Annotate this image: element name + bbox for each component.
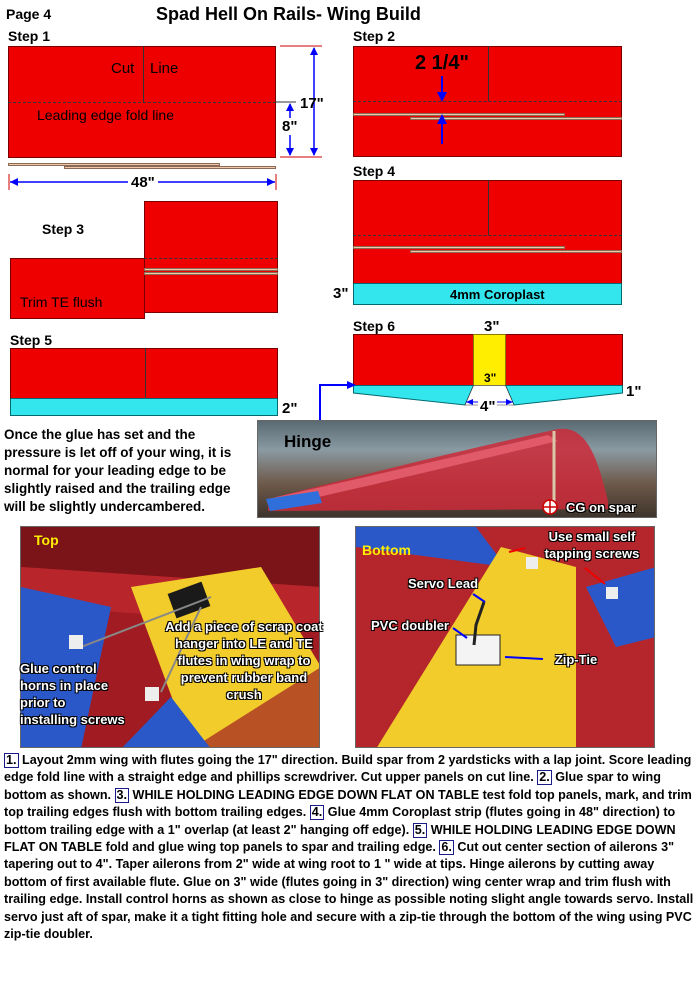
step2-arrows	[435, 76, 449, 146]
step1-label: Step 1	[8, 28, 51, 44]
step1-dim-8: 8"	[282, 118, 298, 135]
instruction-number: 6.	[441, 840, 452, 855]
step2-label: Step 2	[353, 28, 396, 44]
instruction-text: Glue spar to wing bottom as shown.	[4, 770, 661, 802]
step5-dim-2: 2"	[282, 400, 298, 417]
top-photo-label: Top	[34, 532, 59, 548]
instruction-number: 2.	[539, 770, 550, 785]
step5-coroplast-strip	[10, 398, 278, 416]
step6-dim-3-inner: 3"	[484, 371, 497, 385]
servo-lead-callout: Servo Lead	[407, 576, 479, 591]
step5-center-line	[145, 348, 146, 400]
zip-tie-callout: Zip-Tie	[554, 652, 598, 667]
instruction-text: WHILE HOLDING LEADING EDGE DOWN FLAT ON TABLE fold and glue wing top panels to spar and trailing edge.	[4, 822, 676, 855]
step3-spar-a	[144, 268, 278, 271]
step1-cut-text: Cut	[111, 60, 135, 77]
step1-fold-line	[8, 102, 276, 103]
step4-cut-line	[488, 180, 489, 235]
step6-dim-4: 4"	[480, 398, 496, 415]
coat-hanger-callout: Add a piece of scrap coat hanger into LE and TE flutes in wing wrap to prevent rubber band crush	[165, 619, 323, 702]
screws-callout: Use small self tapping screws	[544, 529, 640, 561]
step4-fold-line	[353, 235, 622, 236]
step6-dim-1: 1"	[626, 383, 642, 400]
step1-spar-b	[64, 166, 276, 169]
step4-spar-a	[353, 246, 565, 249]
step4-strip-text: 4mm Coroplast	[450, 287, 545, 302]
bottom-photo-label: Bottom	[362, 542, 411, 558]
step2-spar-a	[353, 113, 565, 116]
instruction-number: 4.	[311, 805, 323, 820]
step5-label: Step 5	[10, 332, 53, 348]
step1-cut-line	[143, 46, 144, 102]
step4-dim-3: 3"	[333, 285, 349, 302]
instruction-number: 5.	[414, 822, 426, 837]
step3-fold-line	[144, 258, 278, 259]
control-horns-callout: Glue control horns in place prior to installing screws	[20, 661, 125, 727]
step1-dim-17: 17"	[300, 95, 324, 112]
step3-spar-b	[144, 272, 278, 275]
instruction-text: Glue 4mm Coroplast strip (flutes going in 48" direction) to bottom trailing edge with a 1" overlap (at least 2" hanging off edge).	[4, 805, 676, 837]
cg-label: CG on spar	[566, 500, 637, 515]
step1-line-text: Line	[150, 60, 179, 77]
page-number: Page 4	[6, 6, 52, 22]
step2-cut-line	[488, 46, 489, 101]
glue-set-note: Once the glue has set and the pressure is let off of your wing, it is normal for your leading edge to be slightly raised and the trailing edge will be slightly undercambered.	[4, 427, 232, 514]
instruction-number: 3.	[116, 787, 128, 802]
step3-trim-text: Trim TE flush	[20, 294, 103, 310]
step4-spar-b	[410, 250, 622, 253]
bottom-photo-arrows	[355, 526, 655, 748]
step3-label: Step 3	[42, 221, 85, 237]
instruction-text: Layout 2mm wing with flutes going the 17" direction. Build spar from 2 yardsticks with a lap joint. Score leading edge fold line with a straight edge and phillips screwdriver. Cut upper panels on cut line.	[4, 753, 692, 785]
step4-label: Step 4	[353, 163, 396, 179]
step1-dim-48: 48"	[128, 174, 158, 191]
step1-fold-text: Leading edge fold line	[37, 107, 175, 123]
step2-fold-line	[353, 101, 622, 102]
instruction-text: Cut out center section of ailerons 3" tapering out to 4". Taper ailerons from 2" wide at wing root to 1 " wide at tips. Hinge ailerons by cutting away bottom of first available flute. Glue on 3" wide (flutes going in 3" direction) wing center wrap and trim flush with trailing edge. Install control horns as shown as close to hinge as possible noting slight angle towards servo. Install servo just aft of spar, make it a tight fitting hole and secure with a zip-tie through the bottom of the wing using PVC zip-tie doubler.	[4, 840, 694, 942]
step3-top-panel	[144, 201, 278, 313]
instruction-number: 1.	[6, 753, 17, 767]
step6-label: Step 6	[353, 318, 396, 334]
step6-dim-3-top: 3"	[484, 318, 500, 335]
step5-wing-panel	[10, 348, 278, 400]
instructions-text	[4, 752, 696, 943]
pvc-doubler-callout: PVC doubler	[370, 618, 449, 633]
instruction-text: WHILE HOLDING LEADING EDGE DOWN FLAT ON TABLE test fold top panels, mark, and trim top trailing edges flush with bottom trailing edges.	[4, 787, 692, 820]
page-title: Spad Hell On Rails- Wing Build	[156, 4, 421, 24]
hinge-label: Hinge	[284, 432, 332, 451]
step2-dim: 2 1/4"	[415, 52, 469, 74]
